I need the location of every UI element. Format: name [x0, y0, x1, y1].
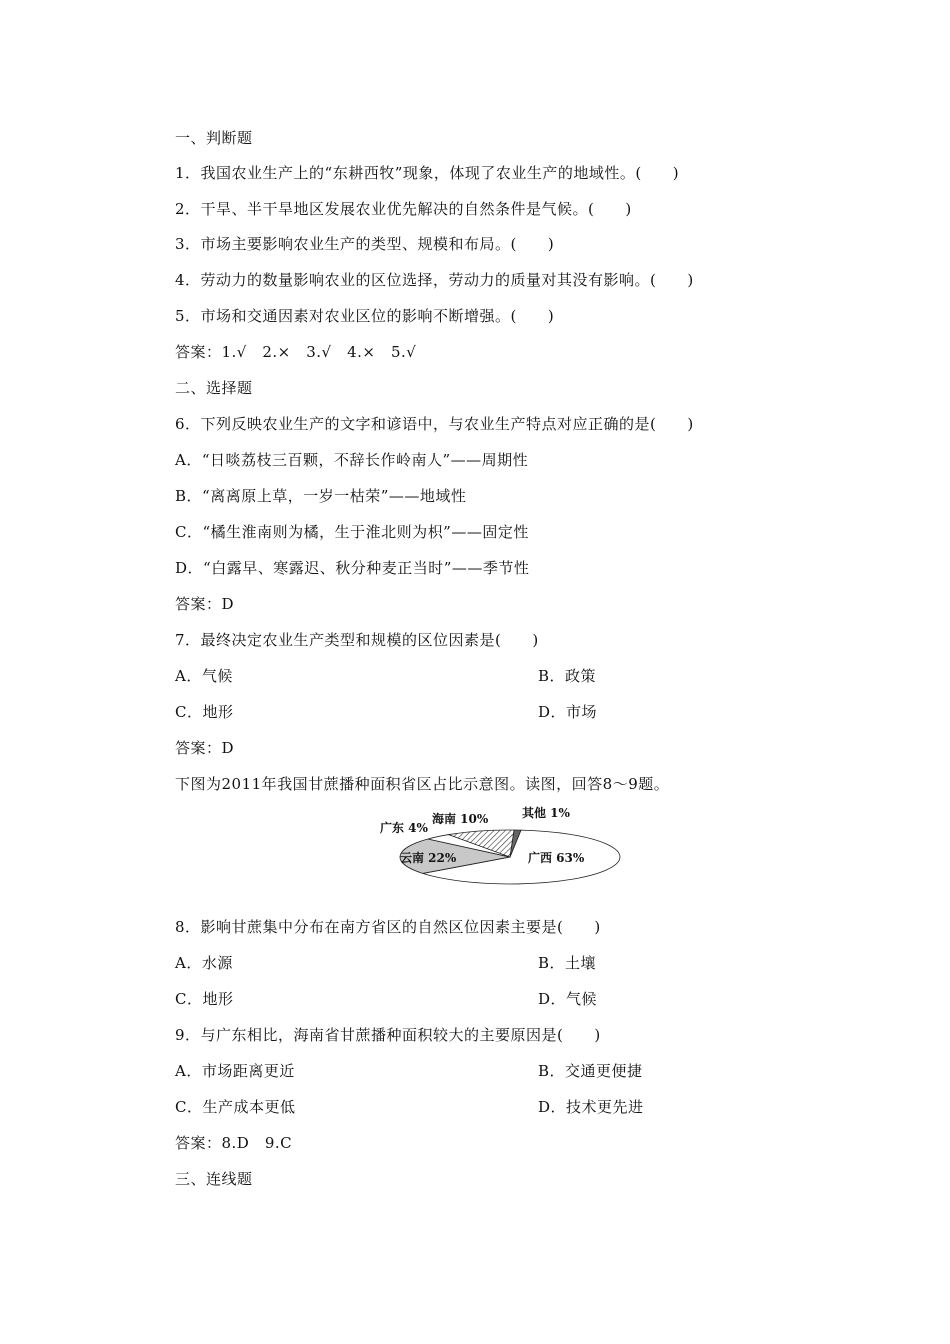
answer-8-9: 答案：8.D 9.C [175, 1134, 293, 1152]
question-2: 2．干旱、半干旱地区发展农业优先解决的自然条件是气候。( ) [175, 200, 632, 218]
chart-intro: 下图为2011年我国甘蔗播种面积省区占比示意图。读图，回答8～9题。 [175, 775, 670, 793]
question-7-stem: 7．最终决定农业生产类型和规模的区位因素是( ) [175, 631, 539, 649]
question-3: 3．市场主要影响农业生产的类型、规模和布局。( ) [175, 235, 555, 253]
section-heading-choice: 二、选择题 [175, 379, 253, 397]
question-9-stem: 9．与广东相比，海南省甘蔗播种面积较大的主要原因是( ) [175, 1026, 601, 1044]
question-9-option-c: C．生产成本更低 [175, 1098, 296, 1116]
question-8-option-a: A．水源 [175, 954, 233, 972]
question-6-stem: 6．下列反映农业生产的文字和谚语中，与农业生产特点对应正确的是( ) [175, 415, 694, 433]
sugarcane-pie-chart [360, 800, 630, 888]
section-heading-judgment: 一、判断题 [175, 129, 253, 147]
question-7-option-b: B．政策 [538, 667, 597, 685]
question-6-option-d: D．“白露早、寒露迟、秋分种麦正当时”——季节性 [175, 559, 530, 577]
question-7-option-a: A．气候 [175, 667, 233, 685]
answer-7: 答案：D [175, 739, 235, 757]
pie-label-3: 广东 4% [380, 821, 428, 835]
question-6-option-c: C．“橘生淮南则为橘，生于淮北则为枳”——固定性 [175, 523, 529, 541]
answer-1-5: 答案：1.√ 2.× 3.√ 4.× 5.√ [175, 343, 417, 361]
question-6-option-b: B．“离离原上草，一岁一枯荣”——地域性 [175, 487, 467, 505]
question-9-option-b: B．交通更便捷 [538, 1062, 643, 1080]
question-1: 1．我国农业生产上的“东耕西牧”现象，体现了农业生产的地域性。( ) [175, 164, 680, 182]
pie-label-2: 云南 22% [400, 851, 457, 865]
question-9-option-a: A．市场距离更近 [175, 1062, 295, 1080]
answer-6: 答案：D [175, 595, 235, 613]
section-heading-matching: 三、连线题 [175, 1170, 253, 1188]
question-8-stem: 8．影响甘蔗集中分布在南方省区的自然区位因素主要是( ) [175, 918, 601, 936]
question-9-option-d: D．技术更先进 [538, 1098, 644, 1116]
pie-label-4: 海南 10% [432, 812, 489, 826]
question-8-option-b: B．土壤 [538, 954, 597, 972]
question-6-option-a: A．“日啖荔枝三百颗，不辞长作岭南人”——周期性 [175, 451, 529, 469]
question-7-option-d: D．市场 [538, 703, 598, 721]
question-4: 4．劳动力的数量影响农业的区位选择，劳动力的质量对其没有影响。( ) [175, 271, 694, 289]
question-8-option-d: D．气候 [538, 990, 598, 1008]
question-7-option-c: C．地形 [175, 703, 234, 721]
question-5: 5．市场和交通因素对农业区位的影响不断增强。( ) [175, 307, 555, 325]
question-8-option-c: C．地形 [175, 990, 234, 1008]
pie-label-1: 广西 63% [528, 851, 585, 865]
pie-label-5: 其他 1% [522, 806, 570, 820]
